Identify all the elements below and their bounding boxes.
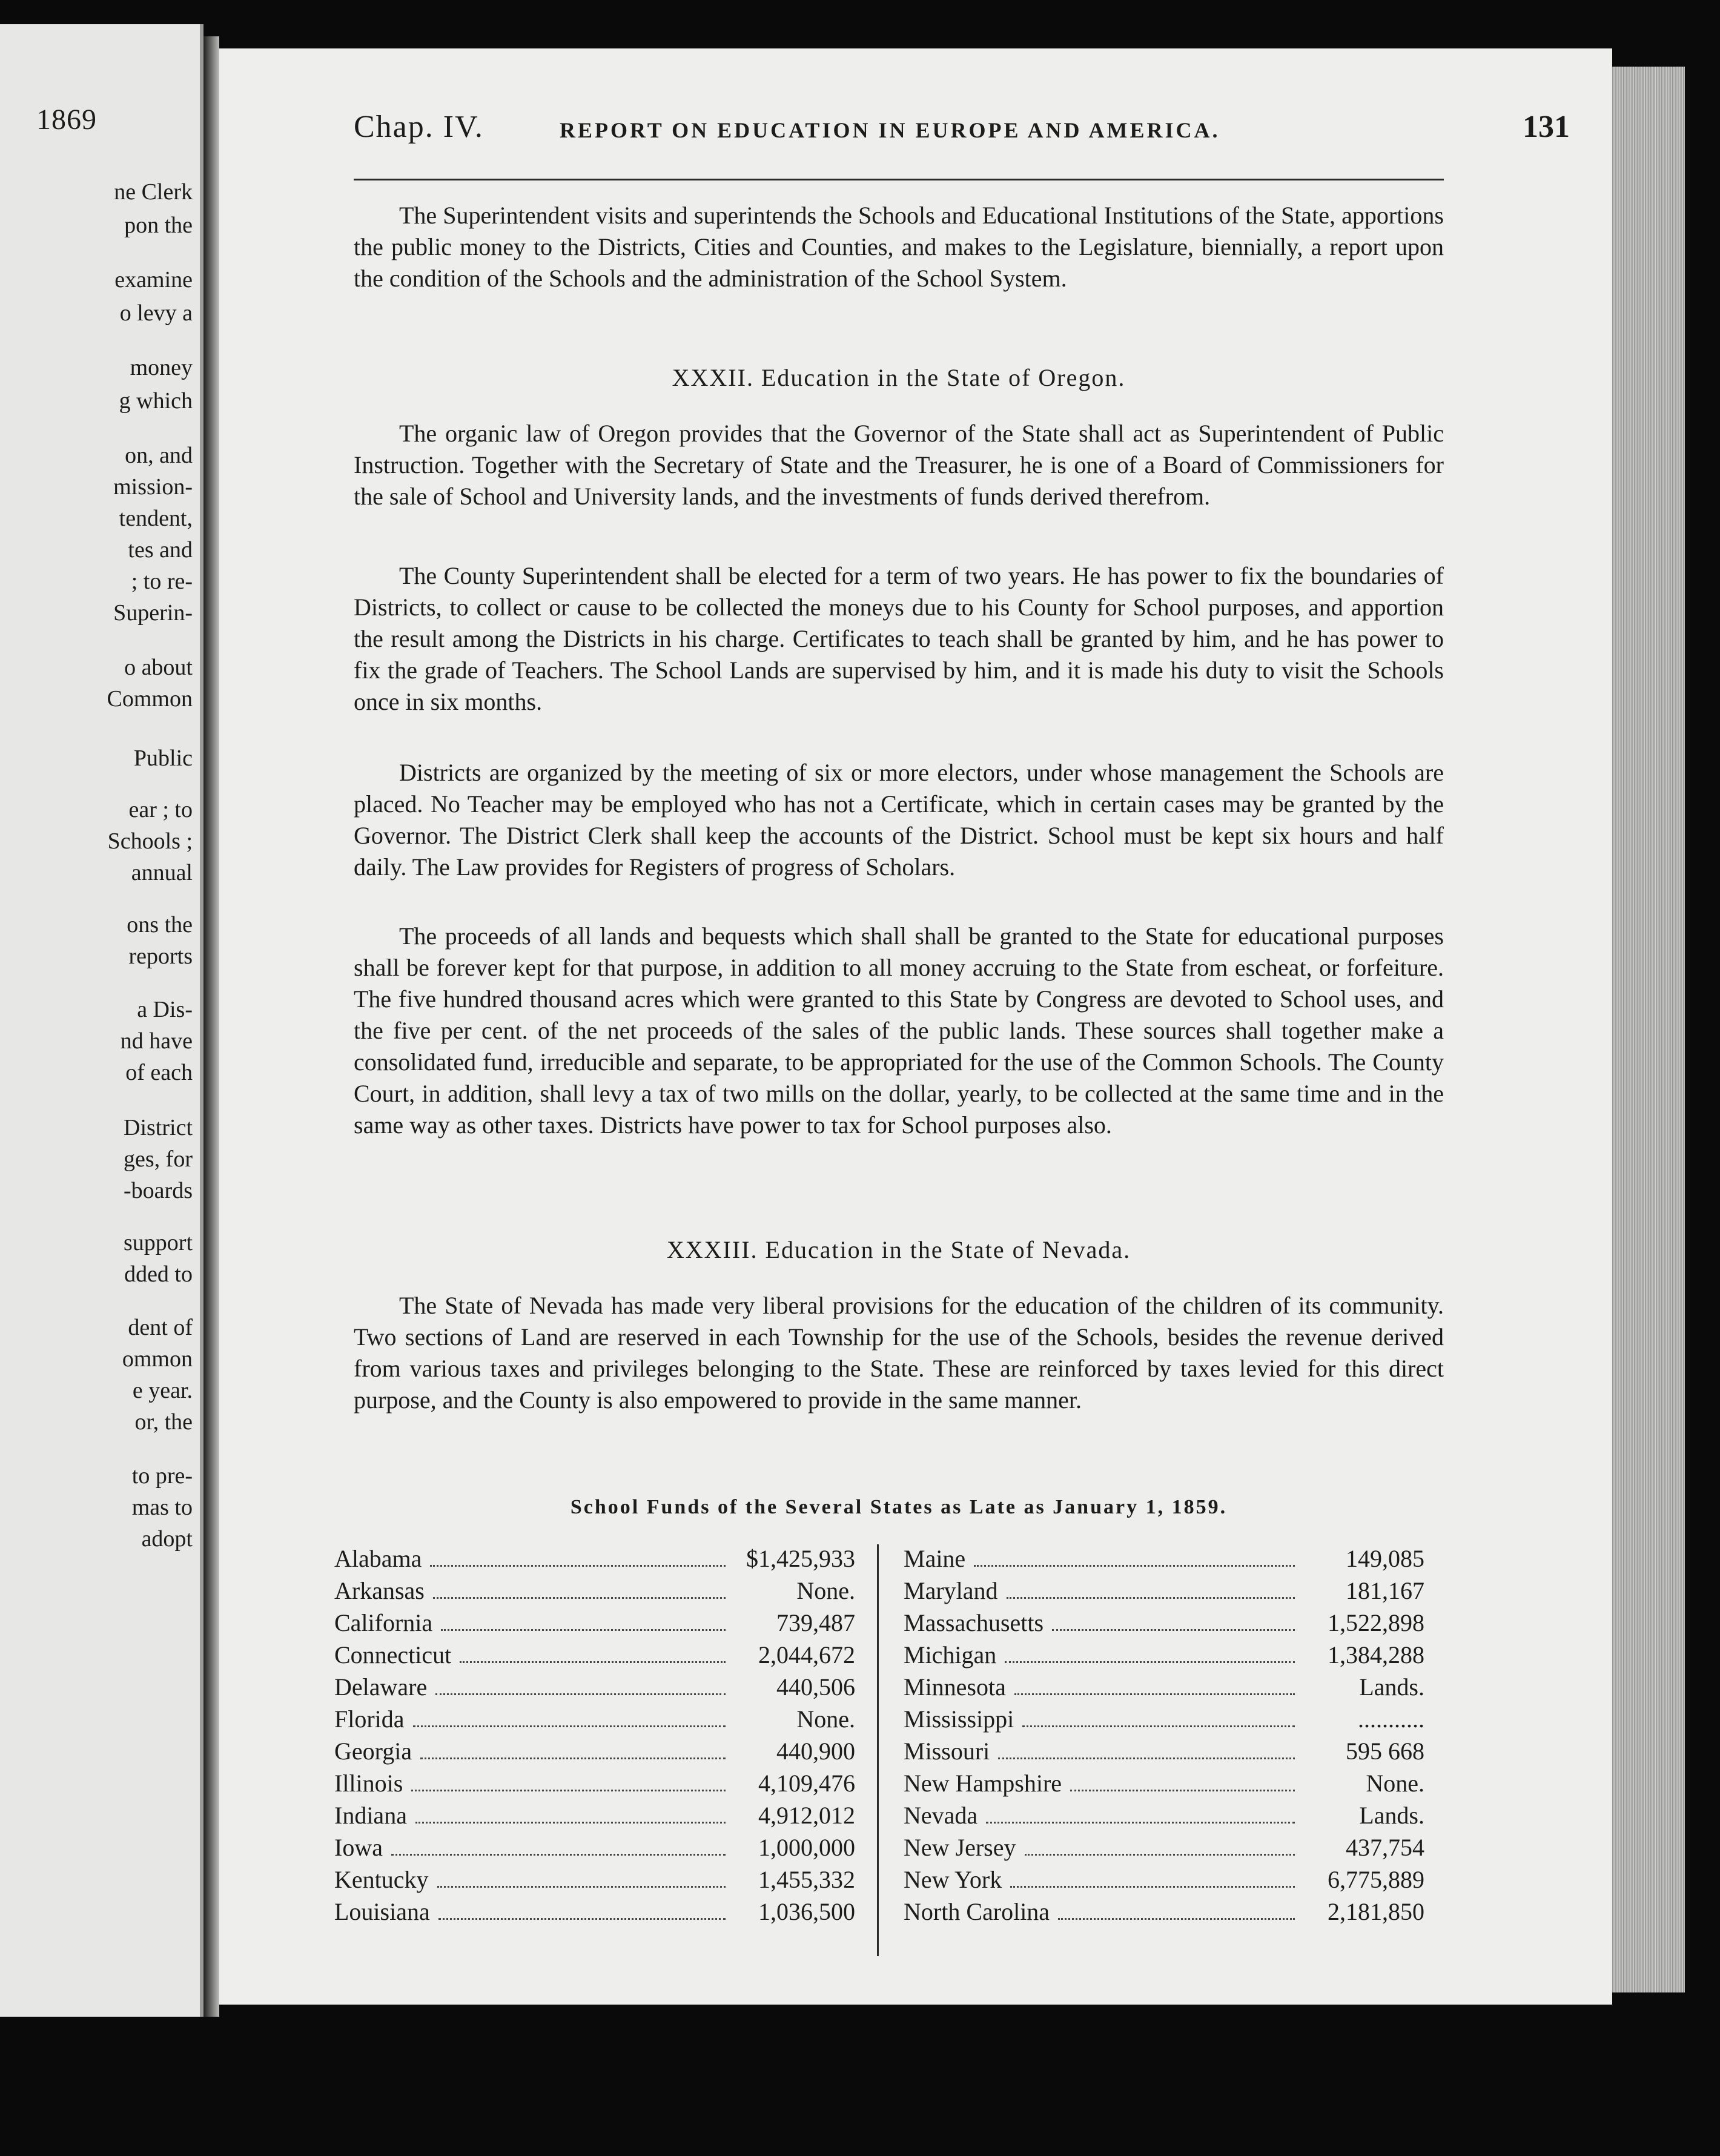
dot-leader — [420, 1741, 726, 1759]
previous-page-line: reports — [128, 944, 193, 969]
table-row — [334, 1737, 855, 1769]
table-row — [334, 1609, 855, 1641]
state-name: Maine — [904, 1545, 966, 1572]
previous-page-line: on, and — [125, 443, 193, 468]
table-row — [334, 1705, 855, 1737]
dot-leader — [1014, 1676, 1295, 1695]
dot-leader — [411, 1773, 726, 1791]
table-row — [334, 1641, 855, 1673]
fund-amount: 595 668 — [1346, 1738, 1424, 1765]
state-name: New York — [904, 1866, 1002, 1893]
dot-leader — [460, 1644, 726, 1663]
state-name: Massachusetts — [904, 1609, 1044, 1636]
fund-amount: 1,522,898 — [1328, 1609, 1424, 1636]
dot-leader — [1007, 1580, 1295, 1599]
dot-leader — [1010, 1869, 1295, 1888]
previous-page-line: examine — [114, 267, 193, 293]
oregon-paragraph-1: The organic law of Oregon provides that the Governor of the State shall act as Superintendent of Public Instruction. Together with the Secretary of State and the Treasurer, he is one of a Board of Commissioners for the sale of School and University lands, and the investments of funds derived therefrom. — [354, 420, 1444, 510]
table-row — [904, 1865, 1424, 1897]
fund-amount: 1,384,288 — [1328, 1641, 1424, 1668]
table-row — [904, 1641, 1424, 1673]
header-rule — [354, 179, 1444, 180]
fund-amount: 181,167 — [1346, 1577, 1424, 1604]
state-name: Maryland — [904, 1577, 998, 1604]
table-row — [904, 1737, 1424, 1769]
dot-leader — [998, 1741, 1295, 1759]
dot-leader — [974, 1548, 1295, 1567]
table-row — [904, 1833, 1424, 1865]
previous-page-line: dded to — [124, 1262, 193, 1287]
previous-page-line: adopt — [141, 1526, 193, 1552]
table-row — [334, 1544, 855, 1576]
fund-amount: 437,754 — [1346, 1834, 1424, 1861]
dot-leader — [1070, 1773, 1295, 1791]
table-row — [904, 1897, 1424, 1929]
oregon-paragraph-2: The County Superintendent shall be elected for a term of two years. He has power to fix the boundaries of Districts, to collect or cause to be collected the moneys due to his County for School purposes, and apportion the result among the Districts in his charge. Certificates to teach shall be granted by him, and he has power to fix the grade of Teachers. The School Lands are supervised by him, and it is made his duty to visit the Schools once in six months. — [354, 562, 1444, 715]
fund-amount: $1,425,933 — [746, 1545, 855, 1572]
running-title: REPORT ON EDUCATION IN EUROPE AND AMERICA. — [560, 118, 1220, 142]
state-name: Iowa — [334, 1834, 383, 1861]
fund-amount: ........... — [1358, 1705, 1424, 1733]
table-row — [904, 1544, 1424, 1576]
intro-paragraph: The Superintendent visits and superintends the Schools and Educational Institutions of the State, apportions the public money to the Districts, Cities and Counties, and makes to the Legislature, biennially, a report upon the condition of the Schools and the administration of the School System. — [354, 202, 1444, 292]
running-head — [354, 109, 1674, 157]
previous-page-line: g which — [119, 388, 193, 414]
oregon-paragraph-3: Districts are organized by the meeting of six or more electors, under whose management the Schools are placed. No Teacher may be employed who has not a Certificate, which in certain cases may be granted by the Governor. The District Clerk shall keep the accounts of the District. School must be kept six hours and half daily. The Law provides for Registers of progress of Scholars. — [354, 759, 1444, 881]
previous-page-line: nd have — [120, 1028, 193, 1054]
chapter-label: Chap. IV. — [354, 110, 484, 144]
table-row — [904, 1769, 1424, 1801]
state-name: Connecticut — [334, 1641, 452, 1668]
fund-amount: 1,455,332 — [758, 1866, 855, 1893]
state-name: Alabama — [334, 1545, 422, 1572]
dot-leader — [441, 1612, 726, 1631]
fund-amount: Lands. — [1359, 1673, 1424, 1701]
book-gutter — [203, 36, 219, 2017]
previous-page-year: 1869 — [36, 104, 97, 136]
oregon-paragraph-4: The proceeds of all lands and bequests which shall shall be granted to the State for educational purposes shall be forever kept for that purpose, in addition to all money accruing to the State from escheat, or forfeiture. The five hundred thousand acres which were granted to this State by Congress are devoted to School uses, and the five per cent. of the net proceeds of the sales of the public lands. These sources shall together make a consolidated fund, irreducible and separate, to be appropriated for the use of the Common Schools. The County Court, in addition, shall levy a tax of two mills on the dollar, yearly, to be collected at the same time and in the same way as other taxes. Districts have power to tax for School purposes also. — [354, 922, 1444, 1139]
previous-page-line: ; to re- — [131, 569, 193, 594]
dot-leader — [430, 1548, 726, 1567]
previous-page-line: Superin- — [113, 600, 193, 626]
previous-page-line: tes and — [128, 537, 193, 563]
state-name: Georgia — [334, 1738, 412, 1765]
fund-amount: 440,900 — [776, 1738, 855, 1765]
book-page — [219, 48, 1612, 2005]
dot-leader — [1005, 1644, 1295, 1663]
fund-amount: 1,036,500 — [758, 1898, 855, 1925]
funds-table-left-column — [334, 1544, 855, 1929]
fund-amount: None. — [796, 1577, 855, 1604]
table-row — [334, 1673, 855, 1705]
dot-leader — [415, 1805, 726, 1824]
page-number: 131 — [1523, 110, 1570, 144]
fund-amount: 440,506 — [776, 1673, 855, 1701]
previous-page-line: o levy a — [119, 300, 193, 326]
table-row — [334, 1897, 855, 1929]
dot-leader — [1022, 1708, 1295, 1727]
previous-page-line: money — [130, 355, 193, 380]
dot-leader — [391, 1837, 726, 1856]
previous-page-line: Common — [107, 686, 193, 712]
table-row — [904, 1609, 1424, 1641]
state-name: Minnesota — [904, 1673, 1006, 1701]
state-name: Mississippi — [904, 1705, 1014, 1733]
fund-amount: None. — [796, 1705, 855, 1733]
table-row — [904, 1705, 1424, 1737]
previous-page-line: dent of — [128, 1315, 193, 1340]
dot-leader — [435, 1676, 726, 1695]
previous-page-line: or, the — [134, 1409, 193, 1435]
previous-page-line: ear ; to — [128, 797, 193, 822]
table-row — [334, 1865, 855, 1897]
state-name: Arkansas — [334, 1577, 425, 1604]
state-name: Illinois — [334, 1770, 403, 1797]
previous-page-line: to pre- — [131, 1463, 193, 1489]
previous-page-line: -boards — [124, 1178, 193, 1203]
fund-amount: 4,109,476 — [758, 1770, 855, 1797]
oregon-heading: XXXII. Education in the State of Oregon. — [672, 364, 1126, 391]
state-name: North Carolina — [904, 1898, 1050, 1925]
state-name: New Hampshire — [904, 1770, 1062, 1797]
state-name: Louisiana — [334, 1898, 430, 1925]
fund-amount: 2,181,850 — [1328, 1898, 1424, 1925]
table-row — [334, 1769, 855, 1801]
previous-page-line: ons the — [127, 912, 193, 937]
state-name: Kentucky — [334, 1866, 429, 1893]
previous-page-line: o about — [124, 655, 193, 680]
table-row — [904, 1801, 1424, 1833]
state-name: Missouri — [904, 1738, 990, 1765]
table-column-divider — [877, 1544, 879, 1956]
previous-page-line: mission- — [113, 474, 193, 500]
previous-page-line: support — [124, 1230, 193, 1255]
dot-leader — [986, 1805, 1295, 1824]
dot-leader — [433, 1580, 726, 1599]
previous-page-line: annual — [131, 860, 193, 885]
previous-page-line: District — [124, 1115, 193, 1140]
fund-amount: 6,775,889 — [1328, 1866, 1424, 1893]
previous-page-line: pon the — [124, 213, 193, 238]
table-row — [904, 1673, 1424, 1705]
previous-page-line: e year. — [132, 1378, 193, 1403]
previous-page-line: Public — [133, 746, 193, 771]
fund-amount: 4,912,012 — [758, 1802, 855, 1829]
fund-amount: Lands. — [1359, 1802, 1424, 1829]
state-name: New Jersey — [904, 1834, 1016, 1861]
previous-page-line: ges, for — [124, 1146, 193, 1172]
table-row — [334, 1576, 855, 1609]
fund-amount: 1,000,000 — [758, 1834, 855, 1861]
fund-amount: 2,044,672 — [758, 1641, 855, 1668]
state-name: Delaware — [334, 1673, 428, 1701]
state-name: California — [334, 1609, 433, 1636]
nevada-heading: XXXIII. Education in the State of Nevada. — [666, 1236, 1131, 1263]
funds-table-right-column — [904, 1544, 1424, 1929]
page-stack-edge — [1612, 67, 1685, 1992]
previous-page-line: tendent, — [119, 506, 193, 531]
previous-page-line: of each — [125, 1060, 193, 1085]
state-name: Michigan — [904, 1641, 997, 1668]
table-row — [334, 1833, 855, 1865]
dot-leader — [1052, 1612, 1295, 1631]
fund-amount: None. — [1366, 1770, 1424, 1797]
previous-page-line: Schools ; — [107, 828, 193, 854]
state-name: Indiana — [334, 1802, 407, 1829]
fund-amount: 739,487 — [776, 1609, 855, 1636]
dot-leader — [1058, 1901, 1295, 1920]
table-row — [904, 1576, 1424, 1609]
dot-leader — [413, 1708, 726, 1727]
table-caption: School Funds of the Several States as Late as January 1, 1859. — [570, 1496, 1228, 1518]
previous-page-line: ne Clerk — [114, 179, 193, 205]
table-row — [334, 1801, 855, 1833]
dot-leader — [437, 1869, 726, 1888]
nevada-paragraph: The State of Nevada has made very liberal provisions for the education of the children of its community. Two sections of Land are reserved in each Township for the use of the Schools, besides the revenue derived from various taxes and privileges belonging to the State. These are reinforced by taxes levied for this direct purpose, and the County is also empowered to provide in the same manner. — [354, 1292, 1444, 1414]
state-name: Nevada — [904, 1802, 978, 1829]
previous-page-fragment — [0, 24, 203, 2017]
fund-amount: 149,085 — [1346, 1545, 1424, 1572]
previous-page-line: a Dis- — [137, 997, 193, 1022]
dot-leader — [438, 1901, 726, 1920]
dot-leader — [1025, 1837, 1295, 1856]
previous-page-line: mas to — [131, 1495, 193, 1520]
previous-page-line: ommon — [122, 1346, 193, 1372]
state-name: Florida — [334, 1705, 405, 1733]
